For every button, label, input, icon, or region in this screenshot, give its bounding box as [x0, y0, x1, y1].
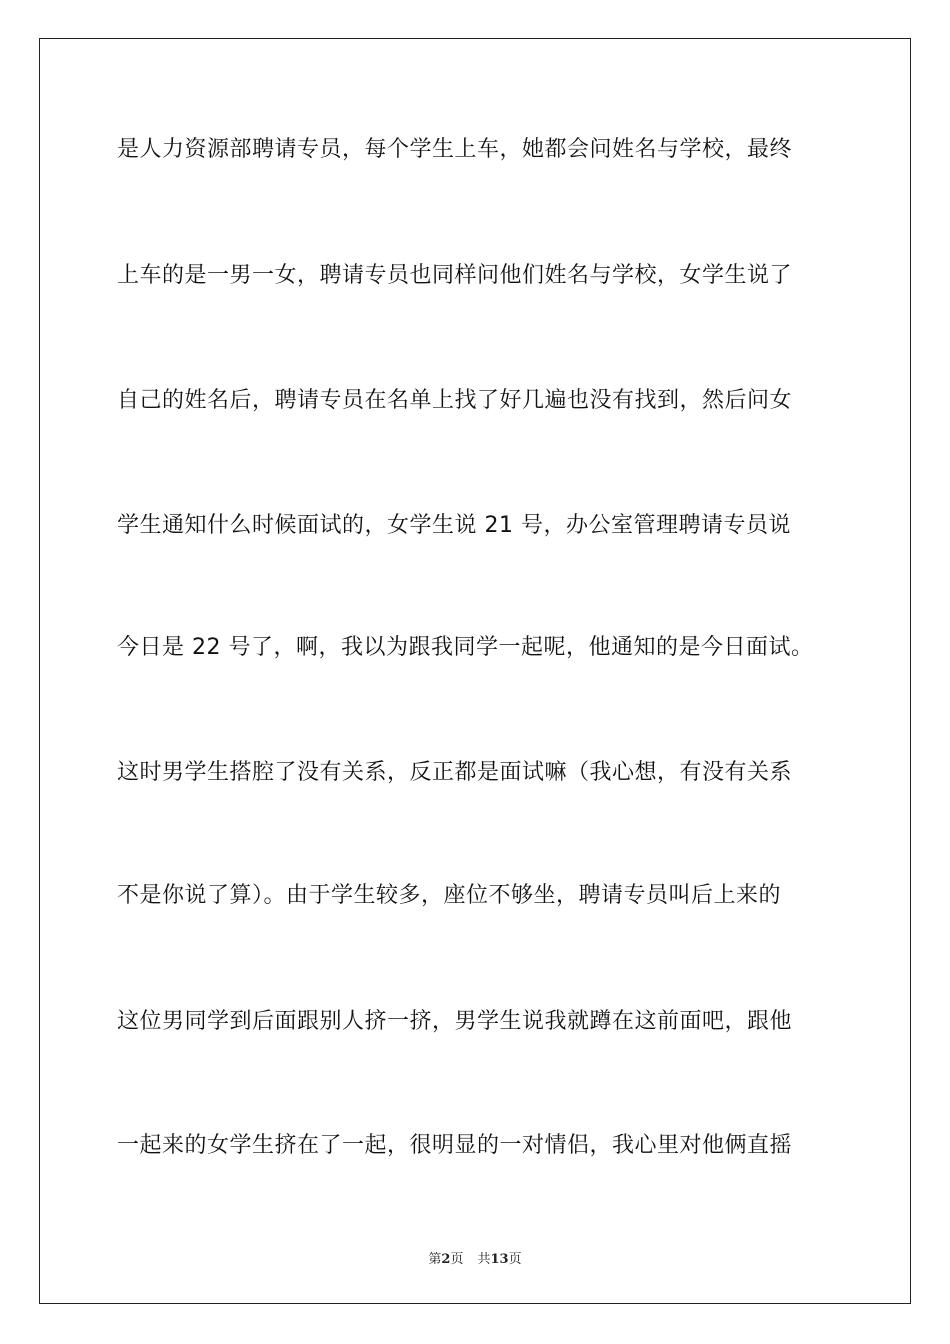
- text-line-9: 一起来的女学生挤在了一起，很明显的一对情侣，我心里对他俩直摇: [117, 1133, 793, 1158]
- page-border: [39, 38, 911, 1304]
- text-line-4: 学生通知什么时候面试的，女学生说 21 号，办公室管理聘请专员说: [117, 513, 791, 538]
- page-footer: [0, 1248, 950, 1267]
- text-line-6: 这时男学生搭腔了没有关系，反正都是面试嘛（我心想，有没有关系: [117, 760, 793, 785]
- total-prefix: 共: [477, 1252, 491, 1267]
- text-line-8: 这位男同学到后面跟别人挤一挤，男学生说我就蹲在这前面吧，跟他: [117, 1009, 793, 1034]
- page-prefix: 第: [428, 1252, 442, 1267]
- total-pages: 13: [490, 1252, 509, 1267]
- text-line-3: 自己的姓名后，聘请专员在名单上找了好几遍也没有找到，然后问女: [117, 388, 793, 413]
- text-line-1: 是人力资源部聘请专员，每个学生上车，她都会问姓名与学校，最终: [117, 137, 793, 162]
- total-suffix: 页: [508, 1252, 522, 1267]
- text-line-7: 不是你说了算）。由于学生较多，座位不够坐，聘请专员叫后上来的: [117, 883, 782, 908]
- page-suffix: 页: [450, 1252, 464, 1267]
- text-line-2: 上车的是一男一女，聘请专员也同样问他们姓名与学校，女学生说了: [117, 263, 793, 288]
- page-number: 2: [441, 1252, 451, 1267]
- text-line-5: 今日是 22 号了，啊，我以为跟我同学一起呢，他通知的是今日面试。: [117, 635, 814, 660]
